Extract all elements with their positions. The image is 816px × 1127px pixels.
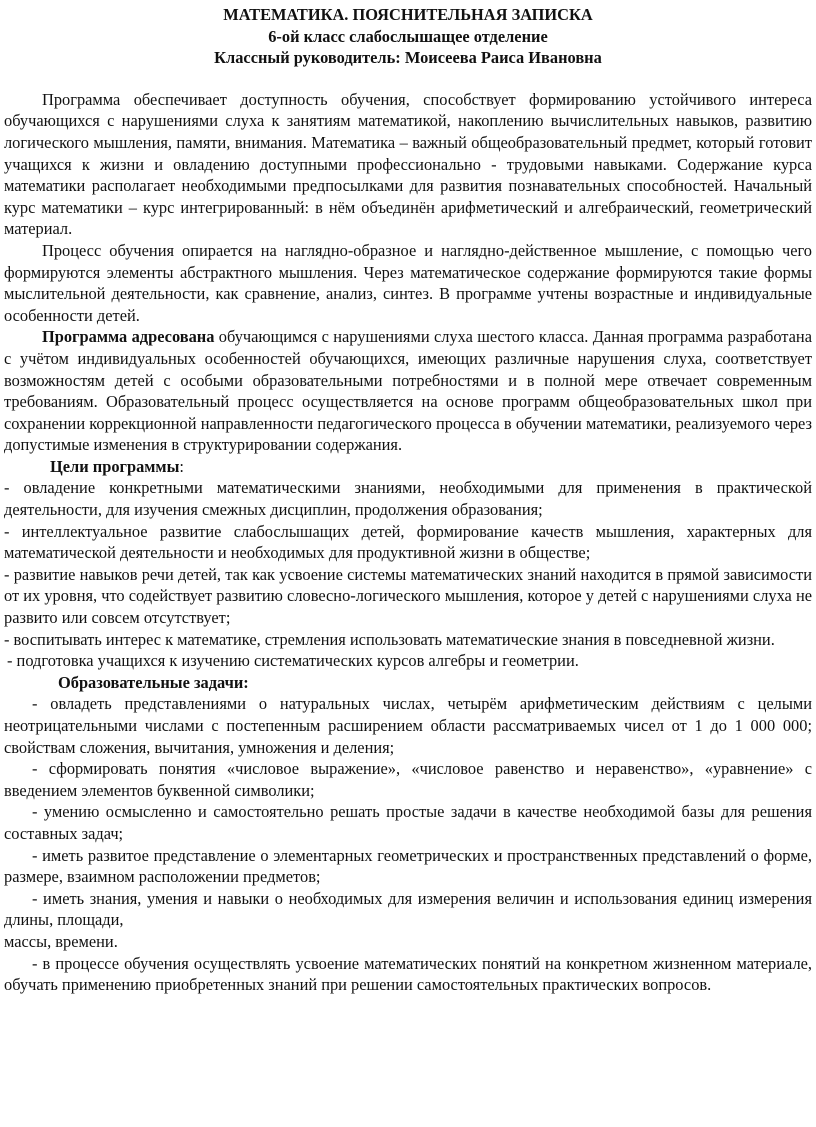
goal-item: - воспитывать интерес к математике, стремления использовать математические знания в повседневной жизни. <box>4 629 775 649</box>
tasks-heading-line <box>4 672 812 694</box>
teacher-line: Классный руководитель: Моисеева Раиса Ивановна <box>214 48 602 68</box>
task-item: массы, времени. <box>4 931 118 951</box>
task-item: - сформировать понятия «числовое выражение», «числовое равенство и неравенство», «уравнение» с введением элементов буквенной символики; <box>4 759 812 800</box>
task-item: - иметь знания, умения и навыки о необходимых для измерения величин и использования единиц измерения длины, площади, <box>4 888 812 930</box>
goal-item: - овладение конкретными математическими знаниями, необходимыми для применения в практической деятельности, для изучения смежных дисциплин, продолжения образования; <box>4 478 812 520</box>
task-item: - овладеть представлениями о натуральных числах, четырём арифметическим действиям с целыми неотрицательными числами с постепенным расширением области рассматриваемых чисел от 1 до 1 000 000; свойствам сложения, вычитания, умножения и деления; <box>4 694 812 757</box>
program-addressed-text: обучающимся с нарушениями слуха шестого класса. Данная программа разработана с учётом индивидуальных особенностей обучающихся, имеющих различные нарушения слуха, соответствует возможностям детей с особыми образовательными потребностями и в полной мере отвечает современным требованиям. Образовательный процесс осуществляется на основе программ общеобразовательных школ при сохранении коррекционной направленности педагогического процесса в обучении математики, реализуемого через допустимые изменения в структурировании содержания. <box>4 327 812 455</box>
program-addressed-label: Программа адресована <box>42 327 215 347</box>
document-subtitle: 6-ой класс слабослышащее отделение <box>268 26 548 46</box>
goals-heading: Цели программы <box>50 456 180 476</box>
document-header <box>4 4 812 69</box>
intro-paragraph-1: Программа обеспечивает доступность обучения, способствует формированию устойчивого интереса обучающихся с нарушениями слуха к занятиям математикой, накоплению вычислительных навыков, развитию логического мышления, памяти, внимания. Математика – важный общеобразовательный предмет, который готовит учащихся к жизни и овладению доступными профессионально - трудовыми навыками. Содержание курса математики располагает необходимыми предпосылками для развития познавательных способностей. Начальный курс математики – курс интегрированный: в нём объединён арифметический и алгебраический, геометрический материал. <box>4 89 812 239</box>
intro-paragraph-3 <box>4 326 812 456</box>
document-title: МАТЕМАТИКА. ПОЯСНИТЕЛЬНАЯ ЗАПИСКА <box>223 5 593 24</box>
goals-heading-line <box>4 456 812 478</box>
tasks-heading: Образовательные задачи: <box>58 672 249 692</box>
goal-item: - подготовка учащихся к изучению систематических курсов алгебры и геометрии. <box>7 651 579 671</box>
task-item: - умению осмысленно и самостоятельно решать простые задачи в качестве необходимой базы для решения составных задач; <box>4 802 812 843</box>
intro-paragraph-2: Процесс обучения опирается на наглядно-образное и наглядно-действенное мышление, с помощью чего формируются элементы абстрактного мышления. Через математическое содержание формируются такие формы мыслительной деятельности, как сравнение, анализ, синтез. В программе учтены возрастные и индивидуальные особенности детей. <box>4 240 812 325</box>
goal-item: - интеллектуальное развитие слабослышащих детей, формирование качеств мышления, характерных для математической деятельности и необходимых для продуктивной жизни в обществе; <box>4 521 812 563</box>
task-item: - в процессе обучения осуществлять усвоение математических понятий на конкретном жизненном материале, обучать применению приобретенных знаний при решении самостоятельных практических вопросов. <box>4 953 812 995</box>
goal-item: - развитие навыков речи детей, так как усвоение системы математических знаний находится в прямой зависимости от их уровня, что содействует развитию словесно-логического мышления, которое у детей с нарушениями слуха не развито или совсем отсутствует; <box>4 564 812 628</box>
goals-heading-colon: : <box>179 456 184 476</box>
task-item: - иметь развитое представление о элементарных геометрических и пространственных представлений о форме, размере, взаимном расположении предметов; <box>4 845 812 887</box>
